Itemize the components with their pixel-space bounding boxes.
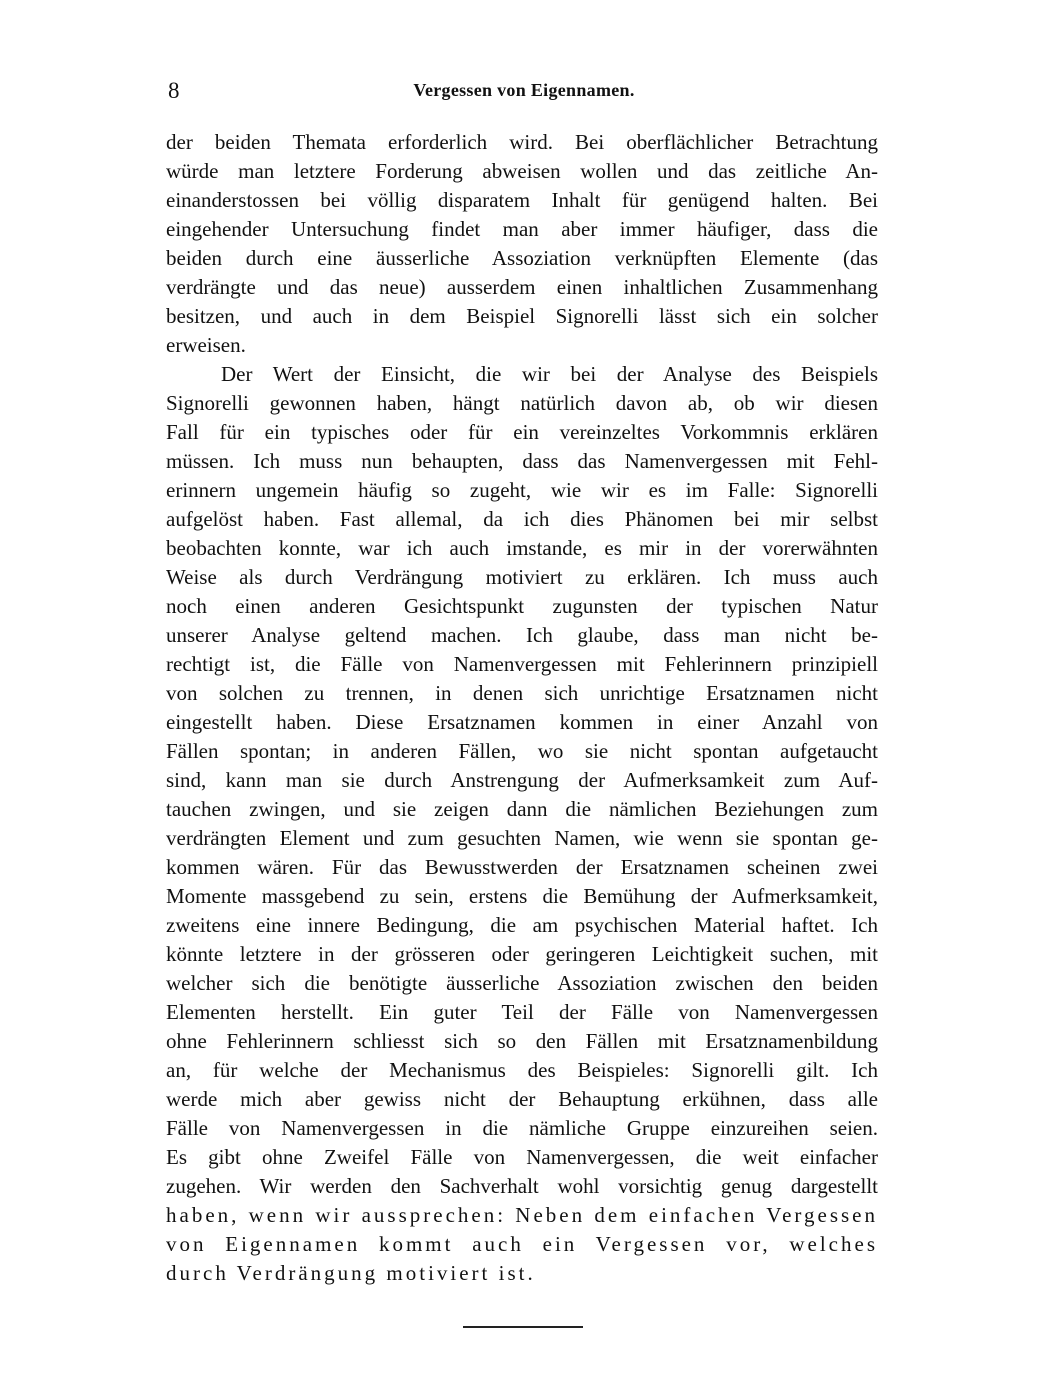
text-line: beiden durch eine äusserliche Assoziation verknüpften Elemente (das xyxy=(166,246,878,270)
page-number: 8 xyxy=(168,78,180,103)
text-line: Fälle von Namenvergessen in die nämliche Gruppe einzureihen seien. xyxy=(166,1116,878,1140)
spaced-emphasis-line: haben, wenn wir aussprechen: Neben dem einfachen Vergessen xyxy=(166,1203,878,1227)
page-header xyxy=(168,78,880,108)
text-line: erweisen. xyxy=(166,333,246,357)
text-line: Elementen herstellt. Ein guter Teil der Fälle von Namenvergessen xyxy=(166,1000,878,1024)
text-line: verdrängten Element und zum gesuchten Namen, wie wenn sie spontan ge- xyxy=(166,826,878,850)
text-line: unserer Analyse geltend machen. Ich glaube, dass man nicht be- xyxy=(166,623,878,647)
text-line: beobachten konnte, war ich auch imstande, es mir in der vorerwähnten xyxy=(166,536,878,560)
text-line: verdrängte und das neue) ausserdem einen inhaltlichen Zusammenhang xyxy=(166,275,878,299)
text-line: werde mich aber gewiss nicht der Behauptung erkühnen, dass alle xyxy=(166,1087,878,1111)
text-line: würde man letztere Forderung abweisen wollen und das zeitliche An- xyxy=(166,159,878,183)
text-line: von solchen zu trennen, in denen sich unrichtige Ersatznamen nicht xyxy=(166,681,878,705)
text-line: ohne Fehlerinnern schliesst sich so den Fällen mit Ersatznamenbildung xyxy=(166,1029,878,1053)
paragraph-start-line: Der Wert der Einsicht, die wir bei der Analyse des Beispiels xyxy=(221,362,878,386)
text-line: zweitens eine innere Bedingung, die am psychischen Material haftet. Ich xyxy=(166,913,878,937)
text-line: tauchen zwingen, und sie zeigen dann die nämlichen Beziehungen zum xyxy=(166,797,878,821)
text-line: kommen wären. Für das Bewusstwerden der Ersatznamen scheinen zwei xyxy=(166,855,878,879)
spaced-emphasis-line: von Eigennamen kommt auch ein Vergessen vor, welches xyxy=(166,1232,878,1256)
text-line: noch einen anderen Gesichtspunkt zugunsten der typischen Natur xyxy=(166,594,878,618)
text-line: sind, kann man sie durch Anstrengung der Aufmerksamkeit zum Auf- xyxy=(166,768,878,792)
text-line: Signorelli gewonnen haben, hängt natürlich davon ab, ob wir diesen xyxy=(166,391,878,415)
text-line: erinnern ungemein häufig so zugeht, wie wir es im Falle: Signorelli xyxy=(166,478,878,502)
text-line: Fällen spontan; in anderen Fällen, wo sie nicht spontan aufgetaucht xyxy=(166,739,878,763)
text-line: eingehender Untersuchung findet man aber immer häufiger, dass die xyxy=(166,217,878,241)
text-line: Weise als durch Verdrängung motiviert zu erklären. Ich muss auch xyxy=(166,565,878,589)
text-line: besitzen, und auch in dem Beispiel Signorelli lässt sich ein solcher xyxy=(166,304,878,328)
text-line: welcher sich die benötigte äusserliche Assoziation zwischen den beiden xyxy=(166,971,878,995)
text-line: müssen. Ich muss nun behaupten, dass das Namenvergessen mit Fehl- xyxy=(166,449,878,473)
text-line: Momente massgebend zu sein, erstens die Bemühung der Aufmerksamkeit, xyxy=(166,884,878,908)
text-line: zugehen. Wir werden den Sachverhalt wohl vorsichtig genug dargestellt xyxy=(166,1174,878,1198)
text-line: könnte letztere in der grösseren oder geringeren Leichtigkeit suchen, mit xyxy=(166,942,878,966)
section-end-rule xyxy=(463,1326,583,1328)
text-line: rechtigt ist, die Fälle von Namenvergessen mit Fehlerinnern prinzipiell xyxy=(166,652,878,676)
text-line: der beiden Themata erforderlich wird. Bei oberflächlicher Betrachtung xyxy=(166,130,878,154)
body-text xyxy=(166,128,878,1288)
text-line: aufgelöst haben. Fast allemal, da ich dies Phänomen bei mir selbst xyxy=(166,507,878,531)
text-line: an, für welche der Mechanismus des Beispieles: Signorelli gilt. Ich xyxy=(166,1058,878,1082)
text-line: einanderstossen bei völlig disparatem Inhalt für genügend halten. Bei xyxy=(166,188,878,212)
text-line: Es gibt ohne Zweifel Fälle von Namenvergessen, die weit einfacher xyxy=(166,1145,878,1169)
text-line: eingestellt haben. Diese Ersatznamen kommen in einer Anzahl von xyxy=(166,710,878,734)
text-line: Fall für ein typisches oder für ein vereinzeltes Vorkommnis erklären xyxy=(166,420,878,444)
running-title: Vergessen von Eigennamen. xyxy=(413,80,635,100)
spaced-emphasis-line: durch Verdrängung motiviert ist. xyxy=(166,1261,536,1285)
